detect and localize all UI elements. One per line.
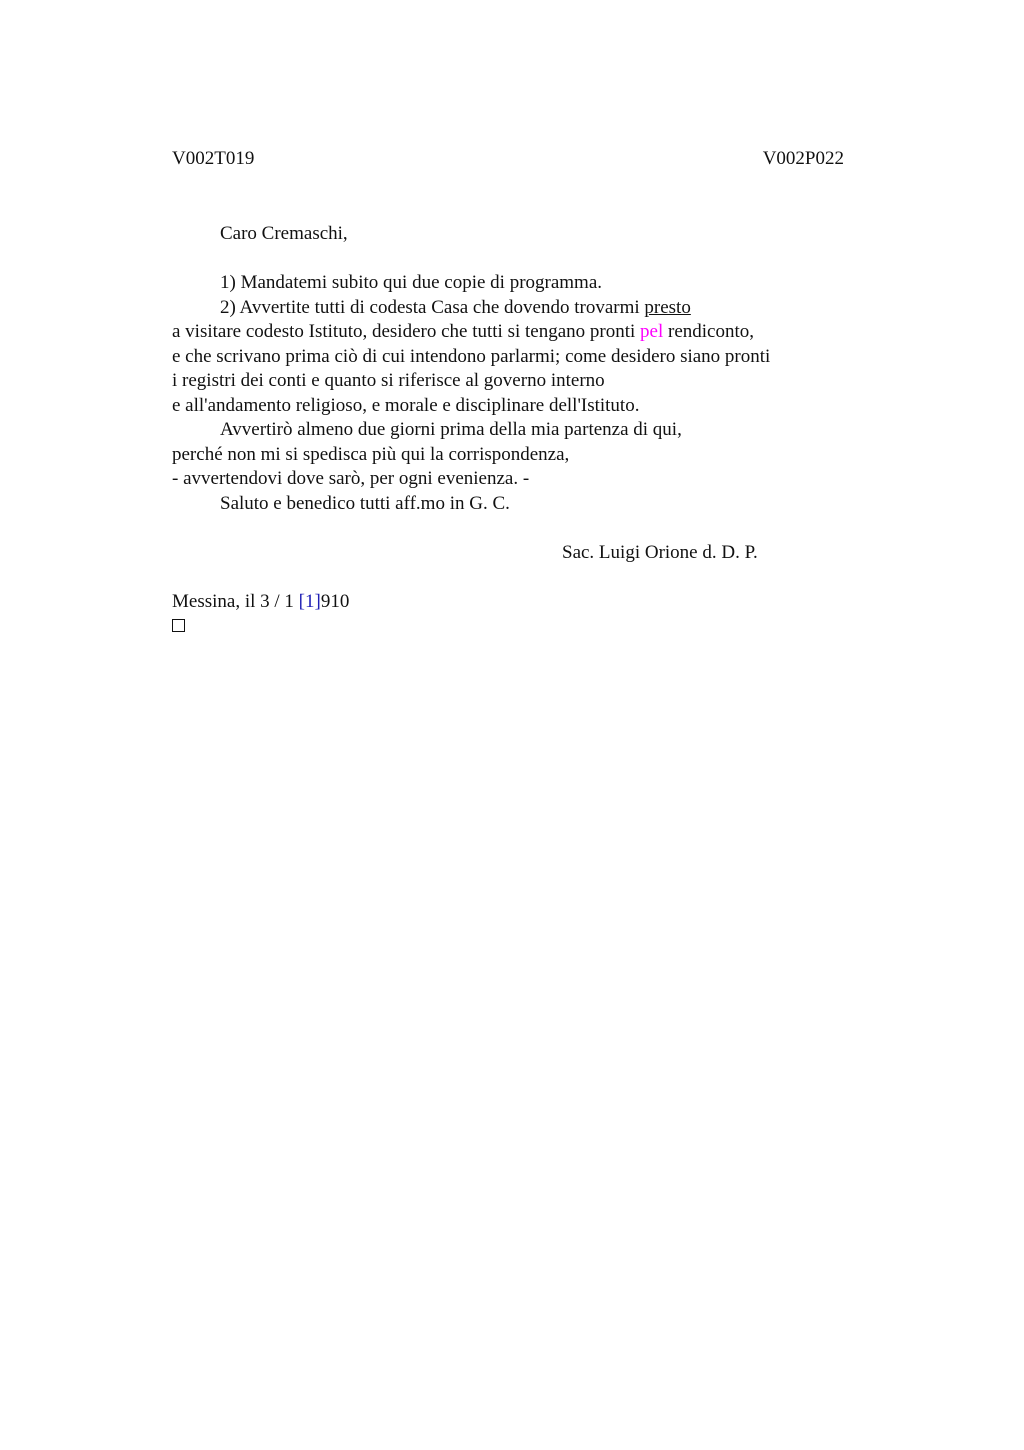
letter-body	[172, 222, 872, 640]
letter-line-3	[172, 320, 872, 345]
item-1: 1) Mandatemi subito qui due copie di programma.	[220, 272, 603, 293]
underlined-word: presto	[644, 296, 691, 318]
letter-line-4: e che scrivano prima ciò di cui intendono parlarmi; come desidero siano pronti	[172, 345, 771, 367]
document-code-left: V002T019	[172, 148, 255, 169]
letter-line-5: i registri dei conti e quanto si riferisce al governo interno	[172, 370, 605, 391]
date-year-end: 910	[320, 590, 350, 612]
signature: Sac. Luigi Orione d. D. P.	[562, 541, 758, 563]
blank-line	[172, 565, 872, 590]
empty-square-icon	[172, 619, 185, 632]
blank-line	[172, 247, 872, 272]
document-code-right: V002P022	[762, 148, 844, 169]
item-2-text: 2) Avvertite tutti di codesta Casa che dovendo trovarmi	[220, 296, 645, 318]
item-2	[172, 296, 872, 321]
date-bracket: [1]	[298, 590, 321, 612]
checkbox-line	[172, 614, 872, 640]
date-line	[172, 590, 872, 615]
letter-line-3-start: a visitare codesto Istituto, desidero che tutti si tengano pronti	[172, 321, 641, 342]
letter-line-9: - avvertendovi dove sarò, per ogni evenienza. -	[172, 468, 530, 489]
date-text: Messina, il 3 / 1	[172, 590, 299, 612]
letter-line-8: perché non mi si spedisca più qui la corrispondenza,	[172, 443, 570, 465]
letter-line-6: e all'andamento religioso, e morale e disciplinare dell'Istituto.	[172, 394, 640, 416]
salutation: Caro Cremaschi,	[220, 223, 348, 244]
closing-line: Saluto e benedico tutti aff.mo in G. C.	[220, 492, 510, 514]
blank-line	[172, 516, 872, 541]
letter-line-7: Avvertirò almeno due giorni prima della mia partenza di qui,	[220, 419, 682, 440]
highlighted-word: pel	[640, 321, 664, 342]
letter-line-3-end: rendiconto,	[663, 321, 755, 342]
